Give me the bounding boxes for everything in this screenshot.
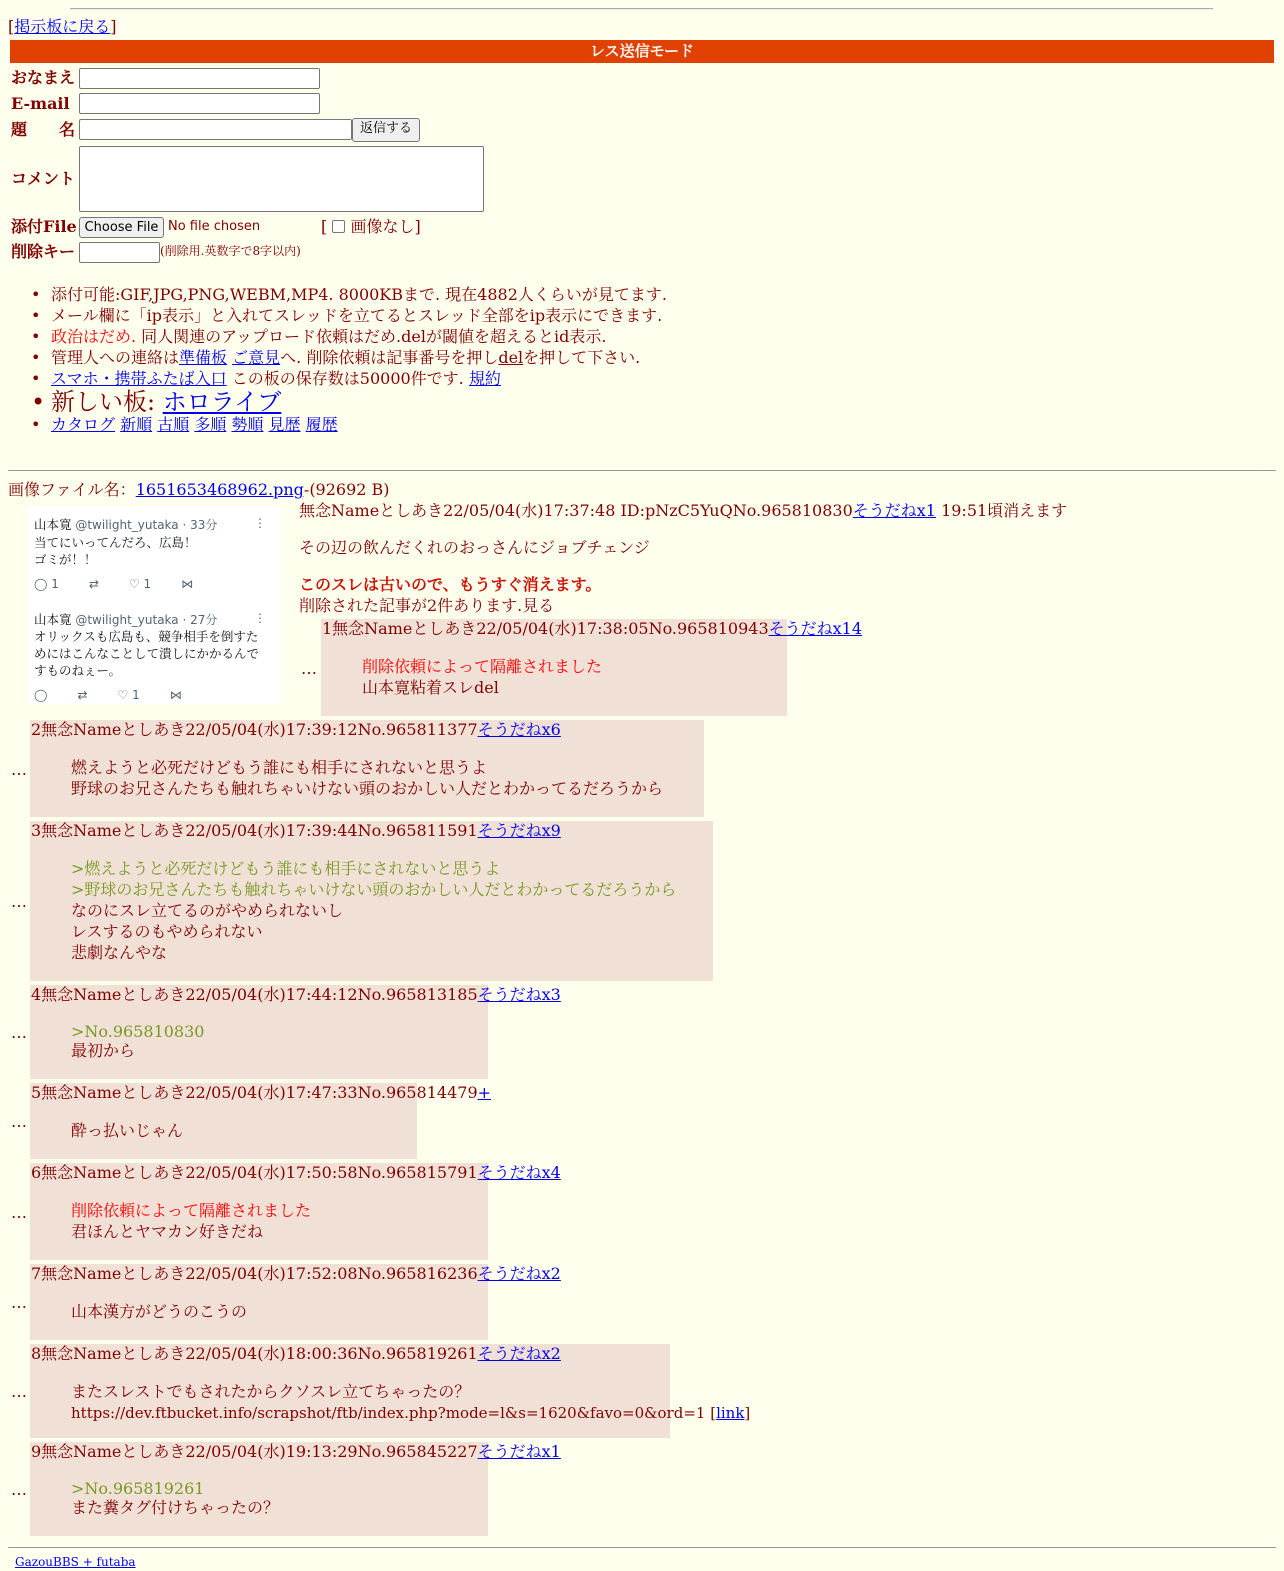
rule-text: メール欄に「ip表示」と入れてスレッドを立てるとスレッド全部をip表示にできます. [51,306,663,325]
reply-line: 削除依頼によって隔離されました [71,1201,312,1220]
old-thread-warning: このスレは古いので、もうすぐ消えます。 [299,575,602,594]
rule-text: 添付可能:GIF,JPG,PNG,WEBM,MP4. 8000KBまで. 現在4882人くらいが見てます. [51,285,667,304]
board-rules-list [51,285,667,436]
file-label: 添付File [11,217,77,236]
sodane-link[interactable]: そうだねx3 [477,985,561,1004]
tweet-line: ゴミが！！ [34,552,97,567]
quote-line: >燃えようと必死だけどもう誰にも相手にされないと思うよ [71,859,501,878]
rule-text-red: 政治はだめ. [51,327,137,346]
comment-textarea[interactable] [79,146,484,212]
reply-line: 酔っ払いじゃん [71,1121,184,1140]
quote-line: >野球のお兄さんたちも触れちゃいけない頭のおかしい人だとわかってるだろうから [71,880,677,899]
rule-text: を押して下さい. [523,348,641,367]
reply-marker: … [11,1293,27,1312]
thread-divider [8,470,1276,471]
file-status: No file chosen [168,219,261,234]
sodane-link[interactable]: そうだねx2 [477,1344,561,1363]
reply-header [31,985,561,1006]
top-divider [70,8,1213,10]
back-to-board-link[interactable]: 掲示板に戻る [14,17,111,36]
reply-marker: … [11,1203,27,1222]
reply-meta: 5無念Nameとしあき22/05/04(水)17:47:33No.965814479 [31,1083,478,1102]
name-input[interactable] [79,68,320,89]
reply-header [31,1344,561,1365]
comment-label: コメント [11,169,76,188]
gazoubbs-link[interactable]: GazouBBS + futaba [15,1555,136,1569]
reply-header [31,1163,561,1184]
post-history-link[interactable]: 履歴 [305,415,338,434]
submit-reply-button[interactable]: 返信する [352,118,420,142]
retweet-icon: ⇄ [77,688,88,702]
sodane-link[interactable]: そうだねx6 [477,720,561,739]
sodane-plus-link[interactable]: + [477,1083,492,1102]
rule-item [51,306,667,327]
tweet-meta: @twilight_yutaka · 27分 [71,613,218,627]
reply-post [30,1264,561,1340]
reply-line: 削除依頼によって隔離されました [362,657,603,676]
file-size: -(92692 B) [303,480,390,499]
bracket: [ [321,217,328,236]
url-text: https://dev.ftbucket.info/scrapshot/ftb/index.php?mode=l&s=1620&favo=0&ord=1 [ [71,1404,717,1422]
rule-text: 管理人への連絡は [51,348,180,367]
reply-header [31,720,561,741]
reply-post [30,720,704,817]
op-post-header [299,501,1067,522]
del-text: del [498,348,524,367]
sodane-link[interactable]: そうだねx2 [477,1264,561,1283]
reply-marker: … [301,659,317,678]
rule-text: 同人関連のアップロード依頼はだめ.delが閾値を超えるとid表示. [136,327,607,346]
tweet-line: オリックスも広島も、競争相手を倒すた [34,629,259,644]
op-post-body: その辺の飲んだくれのおっさんにジョブチェンジ [299,538,650,557]
reply-post [30,1163,561,1260]
reply-count: 1 [51,577,59,591]
rule-item [51,327,667,348]
reply-post [30,1344,751,1438]
rule-item [51,369,667,390]
tweet-author: 山本寛 [34,612,72,627]
tweet-line: すものねぇー。 [34,663,122,678]
reply-marker: … [11,1112,27,1131]
reply-post [30,821,713,981]
tweet-meta: @twilight_yutaka · 33分 [71,518,218,532]
tweet-actions [34,577,223,593]
sort-momentum-link[interactable]: 勢順 [231,415,264,434]
tweet-author: 山本寛 [34,517,72,532]
rule-item [51,415,667,436]
retweet-icon: ⇄ [88,577,99,591]
catalog-link[interactable]: カタログ [51,415,116,434]
bracket: ] [744,1404,751,1422]
tweet-header [34,516,217,534]
reply-marker: … [11,892,27,911]
image-file-link[interactable]: 1651653468962.png [135,480,304,499]
rule-item [51,348,667,369]
reply-line: 野球のお兄さんたちも触れちゃいけない頭のおかしい人だとわかってるだろうから [71,779,664,798]
name-label: おなまえ [11,68,76,87]
op-meta: 無念Nameとしあき22/05/04(水)17:37:48 ID:pNzC5YuQNo.965810830 [299,501,853,520]
feedback-link[interactable]: ご意見 [232,348,281,367]
like-count: 1 [132,688,140,702]
reply-meta: 6無念Nameとしあき22/05/04(水)17:50:58No.965815791 [31,1163,478,1182]
reply-line: なのにスレ立てるのがやめられないし [71,901,344,920]
sort-many-link[interactable]: 多順 [194,415,227,434]
footer-credit [15,1555,136,1571]
rule-text: この板の保存数は50000件です. [226,369,469,388]
terms-link[interactable]: 規約 [468,369,501,388]
tweet-header [34,611,217,629]
bracket: [ [8,17,15,36]
no-image-label: 画像なし [350,217,415,236]
tweet-line: 当てにいってんだろ、広島！ [34,535,197,550]
like-count: 1 [143,577,152,591]
reply-marker: … [11,1023,27,1042]
sort-new-link[interactable]: 新順 [120,415,153,434]
reply-line: 山本漢方がどうのこうの [71,1302,248,1321]
reply-post [30,1442,561,1536]
quote-line: >No.965819261 [71,1479,205,1498]
choose-file-button[interactable]: Choose File [79,217,164,238]
reply-icon: ◯ [34,688,48,702]
rule-text: へ. 削除依頼は記事番号を押し [280,348,499,367]
subject-label: 題 名 [11,120,76,139]
reply-mode-banner: レス送信モード [10,40,1274,63]
op-expire: 19:51頃消えます [935,501,1068,520]
reply-meta: 8無念Nameとしあき22/05/04(水)18:00:36No.965819261 [31,1344,478,1363]
quote-line: >No.965810830 [71,1022,205,1041]
image-file-info [8,480,390,501]
reply-meta: 2無念Nameとしあき22/05/04(水)17:39:12No.965811377 [31,720,478,739]
bracket: ] [110,17,117,36]
more-icon: ⋮ [254,611,266,625]
subject-input[interactable] [79,119,352,140]
new-board-text: 新しい板: [51,388,163,416]
email-input[interactable] [79,93,320,114]
reply-marker: … [11,1480,27,1499]
no-image-option [321,217,421,238]
reply-line: 悲劇なんやな [71,943,168,962]
reply-line: また糞タグ付けちゃったの？ [71,1498,280,1517]
email-label: E-mail [11,94,70,113]
back-nav [8,17,117,38]
delete-key-hint: (削除用.英数字で8字以内) [160,244,301,258]
share-icon: ⋈ [169,688,182,702]
reply-line: またスレストでもされたからクソスレ立てちゃったの？ [71,1382,471,1401]
deleted-posts-note[interactable]: 削除された記事が2件あります.見る [299,596,555,615]
reply-line: 燃えようと必死だけどもう誰にも相手にされないと思うよ [71,758,488,777]
reply-header [322,619,862,640]
footer-divider [8,1547,1276,1548]
reply-header [31,821,561,842]
op-sodane-link[interactable]: そうだねx1 [852,501,936,520]
reply-marker: … [11,760,27,779]
reply-line: 君ほんとヤマカン好きだね [71,1222,264,1241]
sort-old-link[interactable]: 古順 [157,415,190,434]
reply-meta: 4無念Nameとしあき22/05/04(水)17:44:12No.965813185 [31,985,478,1004]
rule-item [51,285,667,306]
tweet-actions [34,688,212,704]
sodane-link[interactable]: そうだねx14 [768,619,863,638]
reply-line: 山本寛粘着スレdel [362,678,499,697]
delete-key-label: 削除キー [11,242,76,261]
share-icon: ⋈ [181,577,194,591]
reply-marker: … [11,1382,27,1401]
prep-board-link[interactable]: 準備板 [179,348,228,367]
mobile-entry-link[interactable]: スマホ・携帯ふたば入口 [51,369,227,388]
reply-meta: 1無念Nameとしあき22/05/04(水)17:38:05No.965810943 [322,619,769,638]
reply-icon: ◯ 1 [34,577,59,591]
ftbucket-link[interactable]: link [716,1404,745,1422]
file-prefix: 画像ファイル名： [8,480,136,499]
bracket: ] [414,217,421,236]
reply-header [31,1083,491,1104]
reply-line: レスするのもやめられない [71,922,263,941]
sodane-link[interactable]: そうだねx1 [477,1442,561,1461]
reply-meta: 3無念Nameとしあき22/05/04(水)17:39:44No.965811591 [31,821,478,840]
rule-item [51,390,667,415]
reply-header [31,1264,561,1285]
reply-header [31,1442,561,1463]
sodane-link[interactable]: そうだねx9 [477,821,561,840]
no-image-checkbox[interactable] [332,220,345,233]
like-icon: ♡ 1 [128,577,152,591]
reply-line: 最初から [71,1041,136,1060]
reply-post [321,619,863,716]
reply-meta: 9無念Nameとしあき22/05/04(水)19:13:29No.965845227 [31,1442,478,1461]
view-history-link[interactable]: 見歴 [268,415,301,434]
hololive-board-link[interactable]: ホロライブ [162,388,282,416]
tweet-line: めにはこんなことして潰しにかかるんで [34,646,260,661]
reply-post [30,1083,492,1159]
like-icon: ♡ 1 [117,688,140,702]
op-thumbnail-image[interactable] [28,506,280,704]
sodane-link[interactable]: そうだねx4 [477,1163,561,1182]
url-line [71,1404,750,1424]
reply-meta: 7無念Nameとしあき22/05/04(水)17:52:08No.965816236 [31,1264,478,1283]
reply-post [30,985,561,1079]
delete-key-input[interactable] [79,242,160,263]
more-icon: ⋮ [254,516,266,530]
